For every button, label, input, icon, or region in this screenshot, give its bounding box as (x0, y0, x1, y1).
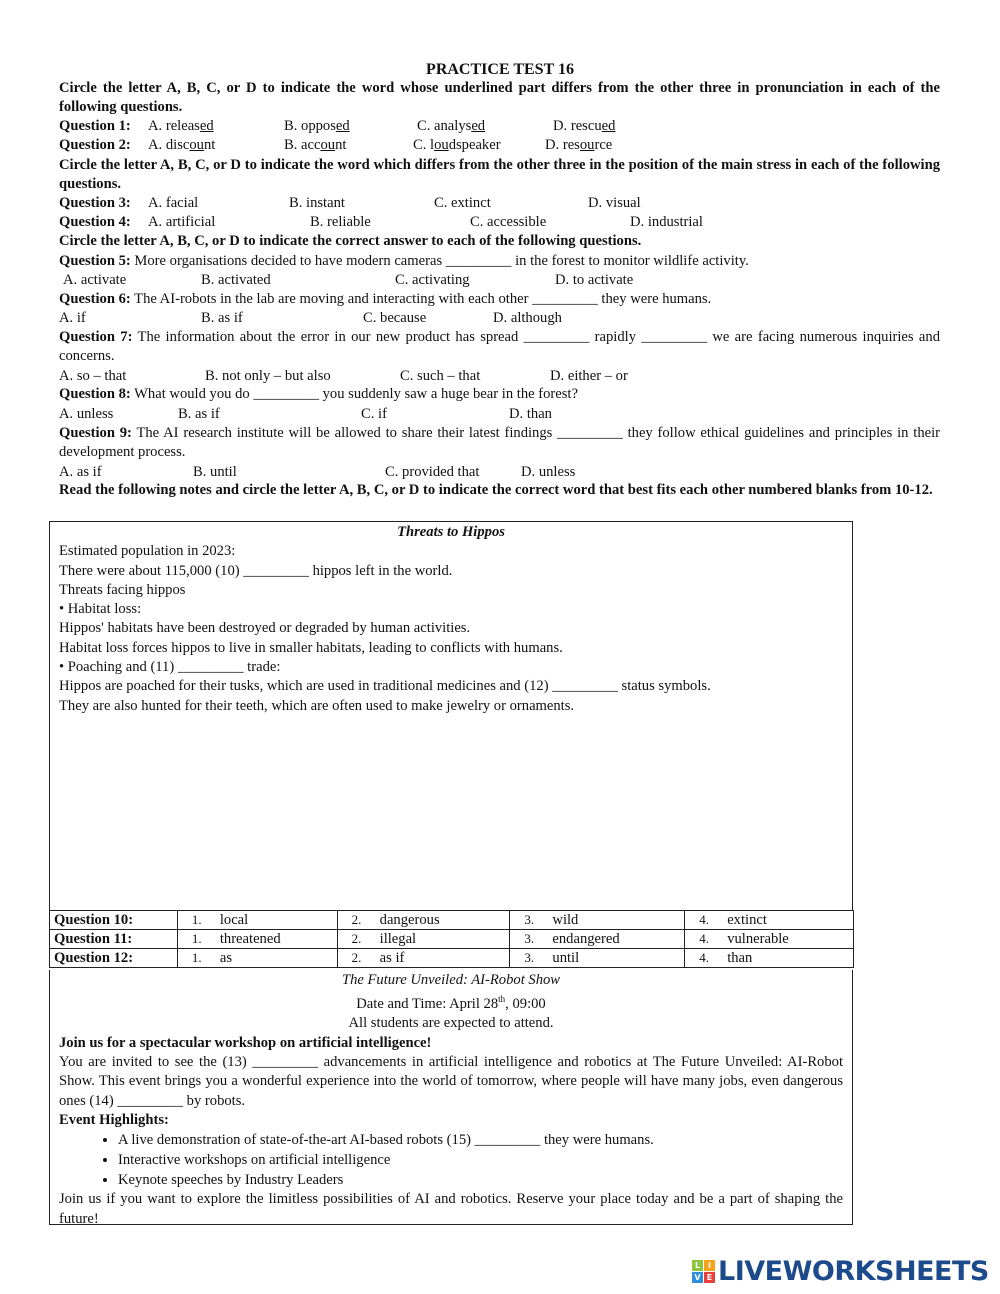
notes-line: Hippos' habitats have been destroyed or degraded by human activities. (59, 620, 471, 637)
question-label: Question 4: (59, 214, 131, 230)
option-d[interactable]: D. industrial (630, 214, 703, 230)
event-box (49, 970, 853, 1225)
option-a[interactable]: A. activate (63, 272, 127, 288)
option-a[interactable]: A. discount (148, 137, 216, 153)
option-c[interactable]: C. because (363, 310, 427, 326)
option-4[interactable]: 4. vulnerable (685, 930, 854, 949)
event-title: The Future Unveiled: AI-Robot Show (341, 972, 561, 988)
option-a[interactable]: A. so – that (59, 368, 127, 384)
question-text: What would you do _________ you suddenly saw a huge bear in the forest? (130, 386, 578, 402)
option-c[interactable]: C. extinct (434, 195, 491, 211)
notes-box (49, 521, 853, 911)
question-2 (59, 136, 940, 155)
option-2[interactable]: 2. illegal (337, 930, 510, 949)
table-row (50, 949, 854, 968)
option-1[interactable]: 1. as (177, 949, 337, 968)
question-label: Question 6: (59, 291, 131, 307)
question-9 (59, 424, 940, 462)
option-c[interactable]: C. analysed (417, 118, 486, 134)
event-highlights-list (50, 1130, 852, 1190)
question-6 (59, 290, 940, 309)
instruction-notes: Read the following notes and circle the letter A, B, C, or D to indicate the correct word that best fits each other numbered blanks from 10-12. (59, 482, 933, 498)
option-c[interactable]: C. provided that (385, 464, 480, 480)
option-c[interactable]: C. accessible (470, 214, 547, 230)
instruction-answers: Circle the letter A, B, C, or D to indicate the correct answer to each of the following questions. (59, 233, 642, 249)
option-d[interactable]: D. resource (545, 137, 613, 153)
option-1[interactable]: 1. local (177, 911, 337, 930)
question-label: Question 8: (59, 386, 131, 402)
question-7 (59, 328, 940, 366)
notes-line: • Habitat loss: (59, 601, 142, 618)
table-row (50, 911, 854, 930)
option-b[interactable]: B. as if (178, 406, 220, 422)
option-3[interactable]: 3. until (510, 949, 685, 968)
list-item: • Interactive workshops on artificial intelligence (118, 1150, 852, 1170)
question-8 (59, 385, 940, 404)
question-text: The AI research institute will be allowed to share their latest findings _________ they follow ethical guidelines and principles in their development process. (59, 425, 941, 460)
answer-table (49, 910, 854, 968)
notes-line: Habitat loss forces hippos to live in smaller habitats, leading to conflicts with humans. (59, 639, 563, 656)
event-highlights-heading: Event Highlights: (59, 1111, 169, 1128)
question-text: The AI-robots in the lab are moving and interacting with each other _________ they were humans. (130, 291, 712, 307)
event-date: Date and Time: April 28th, 09:00 (356, 994, 546, 1013)
question-label: Question 5: (59, 253, 131, 269)
notes-line: Threats facing hippos (59, 581, 186, 598)
option-4[interactable]: 4. extinct (685, 911, 854, 930)
option-d[interactable]: D. although (493, 310, 562, 326)
event-closing: Join us if you want to explore the limitless possibilities of AI and robotics. Reserve your place today and be a part of shaping the future! (59, 1191, 843, 1227)
event-attend: All students are expected to attend. (348, 1015, 554, 1032)
option-4[interactable]: 4. than (685, 949, 854, 968)
option-d[interactable]: D. rescued (553, 118, 616, 134)
option-c[interactable]: C. activating (395, 272, 470, 288)
liveworksheets-logo (692, 1256, 989, 1287)
page-title: PRACTICE TEST 16 (426, 61, 574, 78)
option-c[interactable]: C. loudspeaker (413, 137, 501, 153)
logo-tiles-icon: L I V E (692, 1260, 715, 1283)
option-b[interactable]: B. activated (201, 272, 271, 288)
option-c[interactable]: C. such – that (400, 368, 481, 384)
option-b[interactable]: B. instant (289, 195, 345, 211)
logo-text: LIVEWORKSHEETS (718, 1256, 989, 1287)
option-b[interactable]: B. opposed (284, 118, 350, 134)
list-item: • A live demonstration of state-of-the-art AI-based robots (15) _________ they were humans. (118, 1130, 852, 1150)
question-label: Question 1: (59, 118, 131, 134)
option-d[interactable]: D. unless (521, 464, 576, 480)
option-b[interactable]: B. as if (201, 310, 243, 326)
question-4 (59, 213, 940, 232)
notes-line: Estimated population in 2023: (59, 543, 236, 560)
notes-line: Hippos are poached for their tusks, which are used in traditional medicines and (12) _________ status symbols. (59, 678, 711, 695)
option-a[interactable]: A. released (148, 118, 214, 134)
option-2[interactable]: 2. as if (337, 949, 510, 968)
question-label: Question 3: (59, 195, 131, 211)
instruction-stress: Circle the letter A, B, C, or D to indicate the word which differs from the other three in the position of the main stress in each of the following questions. (59, 157, 940, 192)
list-item: • Keynote speeches by Industry Leaders (118, 1170, 852, 1190)
option-3[interactable]: 3. wild (510, 911, 685, 930)
option-b[interactable]: B. until (193, 464, 237, 480)
question-label: Question 9: (59, 425, 132, 441)
option-a[interactable]: A. unless (59, 406, 114, 422)
instruction-pronunciation: Circle the letter A, B, C, or D to indicate the word whose underlined part differs from the other three in pronunciation in each of the following questions. (59, 80, 940, 115)
notes-line: They are also hunted for their teeth, which are often used to make jewelry or ornaments. (59, 697, 575, 714)
option-2[interactable]: 2. dangerous (337, 911, 510, 930)
option-a[interactable]: A. if (59, 310, 86, 326)
option-1[interactable]: 1. threatened (177, 930, 337, 949)
question-text: The information about the error in our new product has spread _________ rapidly _________ we are facing numerous inquiries and concerns. (59, 329, 940, 364)
option-b[interactable]: B. not only – but also (205, 368, 331, 384)
question-5 (59, 252, 940, 271)
event-paragraph: You are invited to see the (13) _________ advancements in artificial intelligence and robotics at The Future Unveiled: AI-Robot Show. This event brings you a wonderful experience into the world of tomorrow, where people will have many jobs, even dangerous ones (14) _________ by robots. (59, 1054, 843, 1109)
question-label: Question 12: (50, 949, 178, 968)
question-1 (59, 117, 940, 136)
event-join: Join us for a spectacular workshop on artificial intelligence! (59, 1034, 432, 1051)
question-label: Question 2: (59, 137, 131, 153)
option-a[interactable]: A. artificial (148, 214, 216, 230)
notes-title: Threats to Hippos (397, 524, 505, 540)
question-label: Question 10: (50, 911, 178, 930)
option-a[interactable]: A. facial (148, 195, 199, 211)
option-d[interactable]: D. visual (588, 195, 641, 211)
option-d[interactable]: D. either – or (550, 368, 628, 384)
option-b[interactable]: B. reliable (310, 214, 371, 230)
option-b[interactable]: B. account (284, 137, 347, 153)
option-a[interactable]: A. as if (59, 464, 102, 480)
notes-line: • Poaching and (11) _________ trade: (59, 659, 281, 676)
option-d[interactable]: D. than (509, 406, 552, 422)
question-3 (59, 194, 940, 213)
question-text: More organisations decided to have modern cameras _________ in the forest to monitor wildlife activity. (130, 253, 749, 269)
option-c[interactable]: C. if (361, 406, 387, 422)
notes-line: There were about 115,000 (10) _________ hippos left in the world. (59, 562, 453, 579)
question-label: Question 11: (50, 930, 178, 949)
option-3[interactable]: 3. endangered (510, 930, 685, 949)
question-label: Question 7: (59, 329, 133, 345)
option-d[interactable]: D. to activate (555, 272, 634, 288)
table-row (50, 930, 854, 949)
